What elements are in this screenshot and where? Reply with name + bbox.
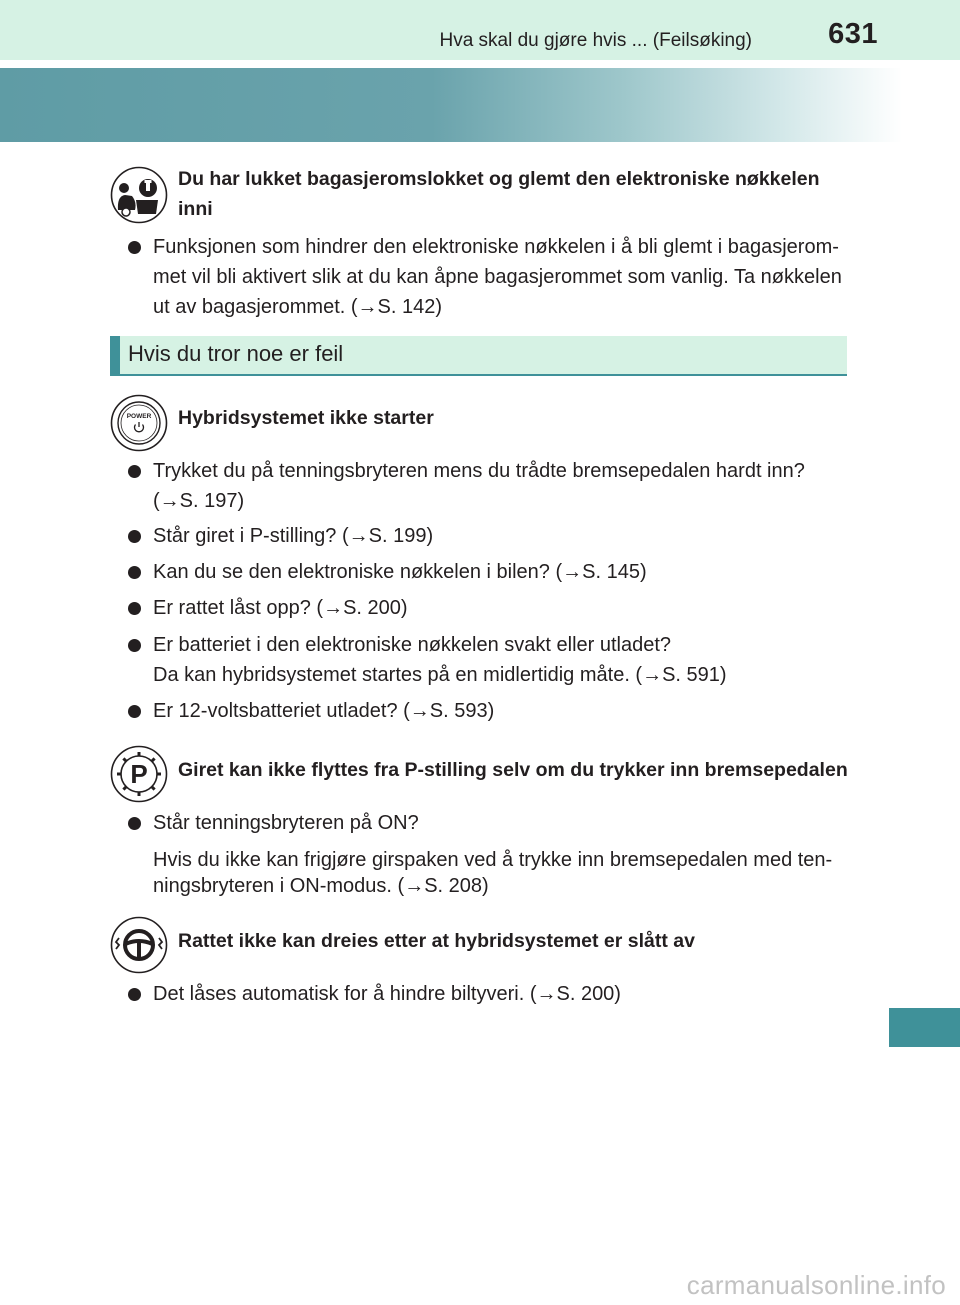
bullet-text: Trykket du på tenningsbryteren mens du trådte bremsepedalen hardt inn? (→S. 197) [153,460,805,512]
bullet-dot [128,530,141,543]
topic-steering-title: Rattet ikke kan dreies etter at hybridsystemet er slått av [178,930,695,952]
bullet-text: Funksjonen som hindrer den elektroniske nøkkelen i å bli glemt i bagasjerom-met vil bli aktivert slik at du kan åpne bagasjerommet som vanlig. Ta nøkkelen ut av bagasjerommet. (→S. 142) [153,236,842,318]
list-item [128,557,844,587]
bullet-dot [128,817,141,830]
bullet-text: Det låses automatisk for å hindre biltyveri. (→S. 200) [153,983,621,1005]
bullet-dot [128,241,141,254]
bullet-text: Står tenningsbryteren på ON? [153,812,419,834]
topic-start [110,394,850,452]
list-item [128,808,844,838]
page-header [0,0,960,60]
section-header [110,336,847,376]
header-title: Hva skal du gjøre hvis ... (Feilsøking) [439,30,752,51]
person-trunk-key-icon [110,166,168,224]
bullet-dot [128,465,141,478]
section-title: Hvis du tror noe er feil [128,341,344,366]
topic-steering [110,916,850,974]
bullet-text: Er rattet låst opp? (→S. 200) [153,597,408,619]
power-button-icon [110,394,168,452]
list-item [128,456,844,516]
note-text: Hvis du ikke kan frigjøre girspaken ved å trykke inn bremsepedalen med ten-ningsbryteren i ON-modus. (→S. 208) [153,849,833,897]
list-item [128,521,844,551]
bullet-text: Er 12-voltsbatteriet utladet? (→S. 593) [153,700,495,722]
bullet-text: Er batteriet i den elektroniske nøkkelen svakt eller utladet? [153,634,672,656]
list-item [128,696,844,726]
bullet-dot [128,705,141,718]
bullet-dot [128,988,141,1001]
footer-watermark: carmanualsonline.info [686,1270,946,1300]
bullet-text: Står giret i P-stilling? (→S. 199) [153,525,434,547]
bullet-dot [128,639,141,652]
list-item [128,630,844,690]
topic-start-title: Hybridsystemet ikke starter [178,407,434,429]
shift-p-gear-icon [110,745,168,803]
topic-shift-title: Giret kan ikke flyttes fra P-stilling selv om du trykker inn bremsepedalen [178,759,848,781]
topic-trunk [110,166,850,226]
topic-trunk-title: Du har lukket bagasjeromslokket og glemt den elektroniske nøkkelen inni [178,168,820,220]
list-item [128,232,844,322]
header-banner [0,68,960,142]
bullet-note: Da kan hybridsystemet startes på en midlertidig måte. (→S. 591) [153,664,727,686]
chapter-tab [889,1008,960,1047]
bullet-dot [128,602,141,615]
bullet-text: Kan du se den elektroniske nøkkelen i bilen? (→S. 145) [153,561,647,583]
steering-lock-icon [110,916,168,974]
list-item [128,979,844,1009]
topic-shift [110,745,850,803]
section-accent [110,336,120,374]
gear-p-letter: P [130,759,148,789]
page-number: 631 [828,18,878,50]
bullet-dot [128,566,141,579]
list-item [128,593,844,623]
power-label: POWER [126,413,152,420]
